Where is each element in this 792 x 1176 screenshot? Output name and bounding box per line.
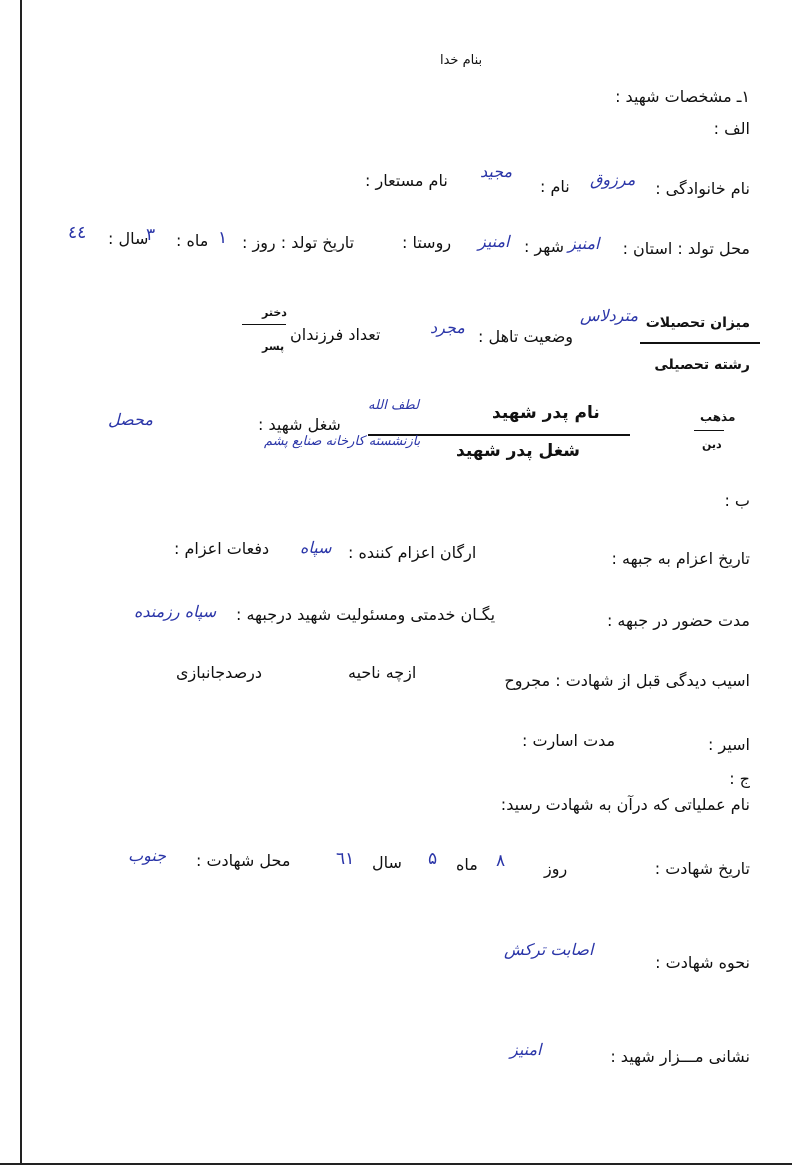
father-name-value: لطف الله	[368, 398, 420, 413]
birthdate-label: تاریخ تولد : روز :	[242, 233, 355, 252]
children-divider	[242, 324, 286, 325]
martyrdom-month-value: ۵	[428, 849, 438, 869]
village-label: روستا :	[402, 233, 452, 252]
martyrdom-manner-label: نحوه شهادت :	[655, 953, 750, 972]
part-c-label: ج :	[729, 769, 750, 788]
alias-label: نام مستعار :	[365, 171, 448, 190]
marital-status-value: مجرد	[430, 318, 465, 337]
disability-percent-label: درصدجانبازی	[176, 663, 263, 682]
education-divider	[640, 342, 760, 344]
birth-year-value: ٤٤	[68, 223, 87, 243]
part-b-label: ب :	[724, 491, 750, 510]
martyrdom-year-value: ٦١	[336, 849, 355, 869]
grave-address-value: امنیز	[510, 1040, 542, 1059]
birth-day-value: ۱	[218, 228, 228, 248]
name-value: مجید	[480, 162, 513, 181]
marital-status-label: وضعیت تاهل :	[478, 327, 574, 346]
martyrdom-place-value: جنوب	[128, 846, 167, 865]
injury-label: اسیب دیدگی قبل از شهادت : مجروح	[504, 671, 750, 690]
birthplace-label: محل تولد : استان :	[622, 239, 750, 258]
field-of-study-label: رشته تحصیلی	[654, 357, 750, 373]
service-unit-label: یگـان خدمتی ومسئولیت شهید درجبهه :	[236, 605, 496, 624]
martyrdom-date-label: تاریخ شهادت :	[654, 859, 750, 878]
religion-label: دین	[702, 438, 722, 451]
left-border-line	[20, 0, 22, 1164]
education-level-value: متردلاس	[580, 306, 639, 325]
father-name-label: نام پدر شهید	[492, 403, 600, 423]
dispatch-org-value: سپاه	[300, 538, 332, 557]
martyrdom-month-label: ماه	[456, 855, 478, 874]
injury-area-label: ازچه ناحیه	[348, 663, 417, 682]
name-label: نام :	[540, 177, 570, 196]
birth-year-label: سال :	[108, 229, 149, 248]
father-job-label: شغل پدر شهید	[456, 441, 581, 461]
city-value: امنیز	[478, 232, 510, 251]
martyrdom-day-label: روز	[544, 859, 568, 878]
captive-duration-label: مدت اسارت :	[522, 731, 616, 750]
martyrdom-day-value: ۸	[496, 851, 506, 871]
city-label: شهر :	[524, 237, 565, 256]
operation-name-label: نام عملیاتی که درآن به شهادت رسید:	[500, 795, 750, 814]
service-unit-value: سپاه رزمنده	[134, 602, 217, 621]
captive-label: اسیر :	[708, 735, 750, 754]
martyr-job-label: شغل شهید :	[258, 415, 341, 434]
birth-month-label: ماه :	[176, 231, 209, 250]
document-header: بنام خدا	[440, 53, 483, 68]
bottom-border-line	[0, 1163, 792, 1165]
martyrdom-place-label: محل شهادت :	[196, 851, 291, 870]
section1-heading: ۱ـ مشخصات شهید :	[615, 87, 750, 106]
dispatch-count-label: دفعات اعزام :	[174, 539, 270, 558]
province-value: امنیز	[568, 234, 600, 253]
son-label: پسر	[262, 340, 285, 353]
martyrdom-manner-value: اصابت ترکش	[504, 940, 594, 959]
dispatch-org-label: ارگان اعزام کننده :	[348, 543, 477, 562]
grave-address-label: نشانی مـــزار شهید :	[610, 1047, 750, 1066]
part-a-label: الف :	[713, 119, 750, 138]
family-name-value: مرزوق	[590, 170, 636, 189]
sect-divider	[694, 430, 724, 431]
martyr-job-value: محصل	[108, 410, 153, 429]
sect-label: مذهب	[700, 410, 736, 424]
birth-month-value: ۳	[146, 225, 156, 245]
family-name-label: نام خانوادگی :	[655, 179, 750, 198]
martyrdom-year-label: سال	[372, 853, 402, 872]
children-count-label: تعداد فرزندان	[290, 325, 381, 344]
dispatch-date-label: تاریخ اعزام به جبهه :	[611, 549, 750, 568]
education-level-label: میزان تحصیلات	[645, 315, 750, 331]
daughter-label: دختر	[262, 306, 287, 319]
presence-duration-label: مدت حضور در جبهه :	[606, 611, 750, 630]
father-job-value: بازنشسته کارخانه صنایع پشم	[264, 434, 421, 449]
